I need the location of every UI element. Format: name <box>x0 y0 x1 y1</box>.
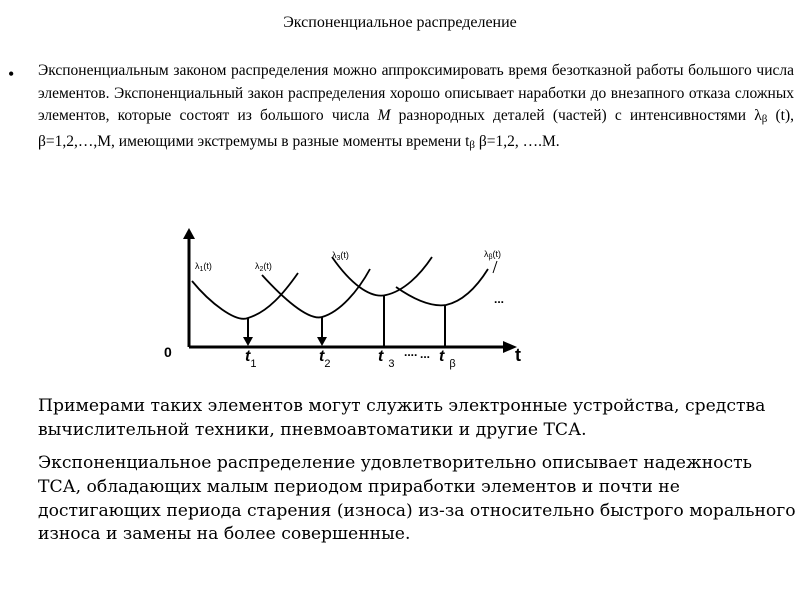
tick-label-t2: $t_2$ <box>319 348 331 370</box>
curve-lambda-2 <box>262 269 370 317</box>
subscript-beta-2: β <box>469 138 476 151</box>
paragraph-reliability: Экспоненциальное распределение удовлетворительно описывает надежность ТСА, обладающих малым периодом приработки элементов и почти не достигающих периода старения (износа) из-за относительно быстрого морального износа и замены на более совершенные. <box>38 453 796 545</box>
curve-label-2: $\lambda_2(t)$ <box>255 261 272 273</box>
tick-label-tbeta: t $_\beta$ <box>439 348 456 370</box>
curve-lambda-beta <box>396 269 488 305</box>
curve-continuation-dots: ... <box>494 292 505 306</box>
paragraph-examples: Примерами таких элементов могут служить электронные устройства, средства вычислительной техники, пневмоавтоматики и другие ТСА. <box>38 396 766 440</box>
origin-label: 0 <box>164 344 172 360</box>
paragraph-exponential-law <box>38 60 794 156</box>
t-axis-label: t <box>515 345 521 365</box>
curve-label-beta: $\lambda_\beta(t)$ <box>484 249 502 261</box>
between-dots: ... <box>420 347 431 361</box>
paragraph-text-d: β=1,2, ….M. <box>475 132 560 150</box>
paragraph-text-c: (t), β=1,2,…,M, имеющими экстремумы в разные моменты времени t <box>38 107 794 150</box>
marker-t2-arrow <box>317 337 327 346</box>
curve-label-3: $\lambda_3(t)$ <box>332 250 349 262</box>
variable-m: M <box>377 107 391 125</box>
curve-label-beta-pointer <box>493 261 497 273</box>
slide-title: Экспоненциальное распределение <box>283 14 517 31</box>
axis-dots: .... <box>404 345 418 359</box>
paragraph-text-b: разнородных деталей (частей) с интенсивностями λ <box>390 107 762 125</box>
paragraph-text-a: Экспоненциальным законом распределения можно аппроксимировать время безотказной работы большого числа элементов. Экспоненциальный закон распределения хорошо описывает наработки до внезапного отказа сложных элементов, которые состоят из большого числа <box>38 62 794 125</box>
y-axis-arrow <box>183 228 195 239</box>
failure-intensity-diagram <box>160 225 530 375</box>
subscript-beta: β <box>761 113 768 126</box>
bullet-marker: • <box>8 64 15 84</box>
curve-lambda-3 <box>332 257 432 296</box>
tick-label-t1: $t_1$ <box>245 348 257 370</box>
marker-t1-arrow <box>243 337 253 346</box>
tick-label-t3: t $_3$ <box>378 348 395 370</box>
curve-label-1: $\lambda_1(t)$ <box>195 261 212 273</box>
